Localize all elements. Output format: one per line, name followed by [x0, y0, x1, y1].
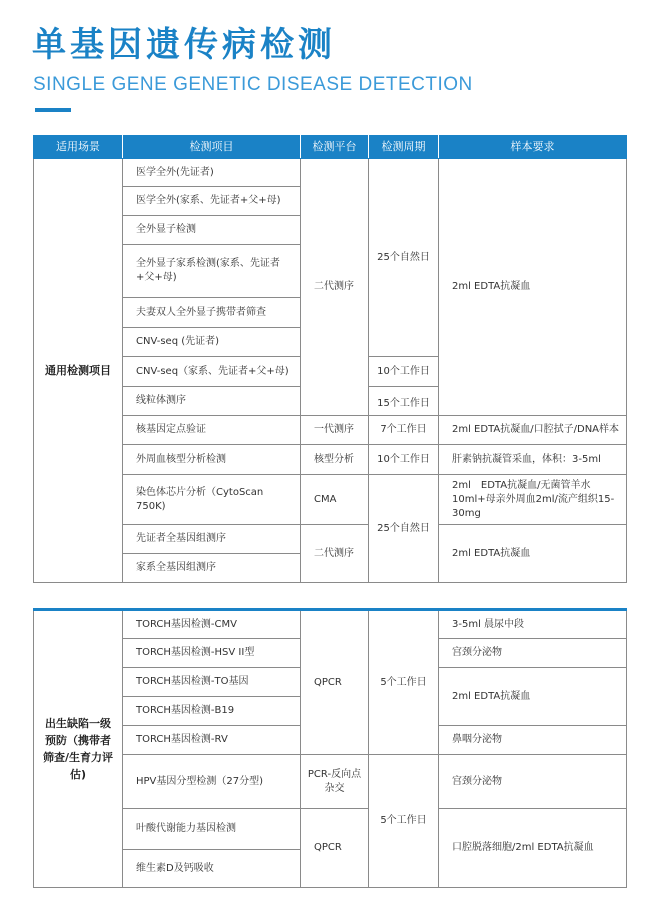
table-row: [34, 416, 627, 445]
test-item: 先证者全基因组测序: [123, 525, 301, 554]
cycle-cell: 5个工作日: [369, 755, 439, 888]
test-item: TORCH基因检测-HSV II型: [123, 639, 301, 668]
test-item: 染色体芯片分析（CytoScan 750K): [123, 475, 301, 525]
table-row: [34, 525, 627, 554]
cycle-cell: 10个工作日: [369, 445, 439, 475]
title-underline: [35, 108, 71, 112]
platform-cell: 二代测序: [301, 159, 369, 416]
cycle-cell: 15个工作日: [369, 387, 439, 416]
sample-cell: 鼻咽分泌物: [439, 726, 627, 755]
sample-cell: 2ml EDTA抗凝血: [439, 159, 627, 416]
table-header-row: [34, 136, 627, 159]
platform-cell: CMA: [301, 475, 369, 525]
test-item: TORCH基因检测-TO基因: [123, 668, 301, 697]
platform-cell: QPCR: [301, 610, 369, 755]
sample-cell: 2ml EDTA抗凝血/无菌管羊水10ml+母亲外周血2ml/流产组织15-30mg: [439, 475, 627, 525]
test-item: CNV-seq (先证者): [123, 328, 301, 357]
platform-cell: 核型分析: [301, 445, 369, 475]
column-header-sample: 样本要求: [439, 136, 627, 159]
test-item: 医学全外(先证者): [123, 159, 301, 187]
test-item: 维生素D及钙吸收: [123, 850, 301, 888]
test-item: 外周血核型分析检测: [123, 445, 301, 475]
sample-cell: 3-5ml 晨尿中段: [439, 610, 627, 639]
test-item: CNV-seq（家系、先证者+父+母): [123, 357, 301, 387]
sample-cell: 肝素钠抗凝管采血，体积：3-5ml: [439, 445, 627, 475]
sample-cell: 宫颈分泌物: [439, 639, 627, 668]
test-item: 全外显子检测: [123, 216, 301, 245]
table-row: [34, 475, 627, 525]
birth-defect-tests-table: [33, 608, 627, 888]
column-header-cycle: 检测周期: [369, 136, 439, 159]
cycle-cell: 7个工作日: [369, 416, 439, 445]
cycle-cell: 25个自然日: [369, 475, 439, 583]
sample-cell: 宫颈分泌物: [439, 755, 627, 809]
column-header-scene: 适用场景: [34, 136, 123, 159]
platform-cell: 一代测序: [301, 416, 369, 445]
table-row: [34, 809, 627, 850]
test-item: 医学全外(家系、先证者+父+母): [123, 187, 301, 216]
column-header-platform: 检测平台: [301, 136, 369, 159]
test-item: TORCH基因检测-CMV: [123, 610, 301, 639]
page-title: 单基因遗传病检测: [32, 25, 336, 65]
table-row: [34, 159, 627, 187]
test-item: 线粒体测序: [123, 387, 301, 416]
platform-cell: PCR-反向点杂交: [301, 755, 369, 809]
test-item: 夫妻双人全外显子携带者筛查: [123, 298, 301, 328]
sample-cell: 2ml EDTA抗凝血: [439, 525, 627, 583]
test-item: TORCH基因检测-B19: [123, 697, 301, 726]
sample-cell: 2ml EDTA抗凝血: [439, 668, 627, 726]
general-tests-table: [33, 135, 627, 583]
scene-cell: 出生缺陷一级预防（携带者筛查/生育力评估): [34, 610, 123, 888]
table-row: [34, 755, 627, 809]
table-row: [34, 610, 627, 639]
test-item: 核基因定点验证: [123, 416, 301, 445]
column-header-item: 检测项目: [123, 136, 301, 159]
page-subtitle: SINGLE GENE GENETIC DISEASE DETECTION: [33, 74, 473, 95]
platform-cell: QPCR: [301, 809, 369, 888]
cycle-cell: 10个工作日: [369, 357, 439, 387]
scene-cell: 通用检测项目: [34, 159, 123, 583]
test-item: HPV基因分型检测（27分型): [123, 755, 301, 809]
test-item: 叶酸代谢能力基因检测: [123, 809, 301, 850]
test-item: 家系全基因组测序: [123, 554, 301, 583]
test-item: 全外显子家系检测(家系、先证者+父+母): [123, 245, 301, 298]
sample-cell: 口腔脱落细胞/2ml EDTA抗凝血: [439, 809, 627, 888]
cycle-cell: 25个自然日: [369, 159, 439, 357]
sample-cell: 2ml EDTA抗凝血/口腔拭子/DNA样本: [439, 416, 627, 445]
test-item: TORCH基因检测-RV: [123, 726, 301, 755]
cycle-cell: 5个工作日: [369, 610, 439, 755]
table-row: [34, 445, 627, 475]
platform-cell: 二代测序: [301, 525, 369, 583]
